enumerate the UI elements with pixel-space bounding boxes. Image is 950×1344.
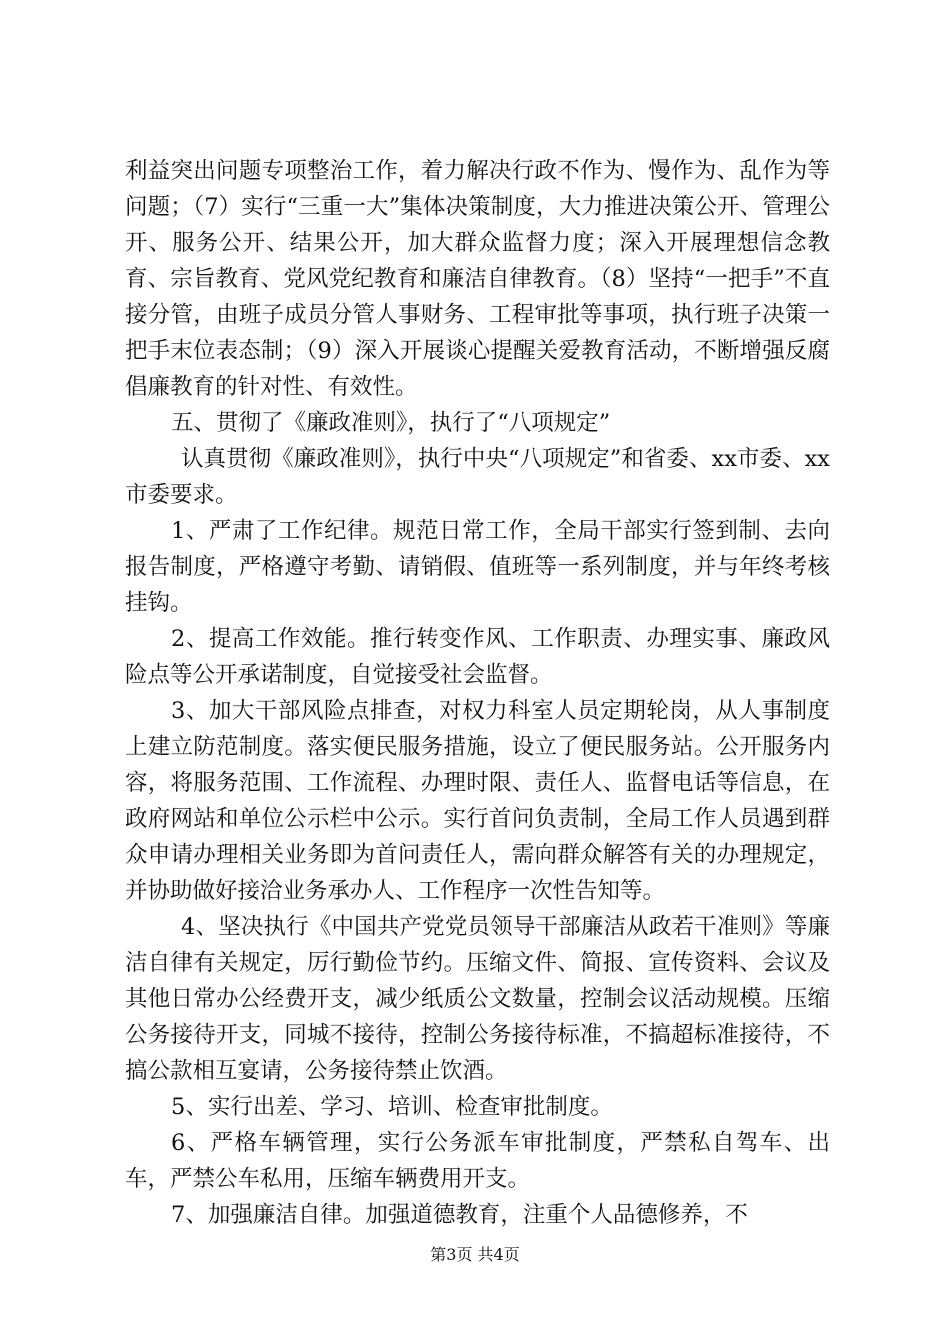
section-heading-5: 五、贯彻了《廉政准则》，执行了“八项规定”: [171, 410, 611, 436]
paragraph-continuation: 利益突出问题专项整治工作，着力解决行政不作为、慢作为、乱作为等问题；（7）实行“三重一大”集体决策制度，大力推进决策公开、管理公开、服务公开、结果公开，加大群众监督力度；深入开展理想信念教育、宗旨教育、党风党纪教育和廉洁自律教育。（8）坚持“一把手”不直接分管，由班子成员分管人事财务、工程审批等事项，执行班子决策一把手末位表态制；（9）深入开展谈心提醒关爱教育活动，不断增强反腐倡廉教育的针对性、有效性。: [125, 158, 830, 400]
list-item-4: 4、坚决执行《中国共产党党员领导干部廉洁从政若干准则》等廉洁自律有关规定，厉行勤俭节约。压缩文件、简报、宣传资料、会议及其他日常办公经费开支，减少纸质公文数量，控制会议活动规模。压缩公务接待开支，同城不接待，控制公务接待标准，不搞超标准接待，不搞公款相互宴请，公务接待禁止饮酒。: [125, 914, 830, 1084]
list-item-6: 6、严格车辆管理，实行公务派车审批制度，严禁私自驾车、出车，严禁公车私用，压缩车辆费用开支。: [125, 1130, 830, 1192]
paragraph-intro: 认真贯彻《廉政准则》，执行中央“八项规定”和省委、xx市委、xx市委要求。: [125, 446, 830, 508]
page-number-footer: 第3页 共4页: [430, 1245, 520, 1264]
list-item-3: 3、加大干部风险点排查，对权力科室人员定期轮岗，从人事制度上建立防范制度。落实便民服务措施，设立了便民服务站。公开服务内容，将服务范围、工作流程、办理时限、责任人、监督电话等信息，在政府网站和单位公示栏中公示。实行首问负责制，全局工作人员遇到群众申请办理相关业务即为首问责任人，需向群众解答有关的办理规定，并协助做好接洽业务承办人、工作程序一次性告知等。: [125, 698, 830, 904]
document-body: [125, 153, 830, 1233]
list-item-5: 5、实行出差、学习、培训、检查审批制度。: [171, 1094, 613, 1120]
list-item-2: 2、提高工作效能。推行转变作风、工作职责、办理实事、廉政风险点等公开承诺制度，自觉接受社会监督。: [125, 626, 830, 688]
list-item-7: 7、加强廉洁自律。加强道德教育，注重个人品德修养，不: [171, 1202, 748, 1228]
list-item-1: 1、严肃了工作纪律。规范日常工作，全局干部实行签到制、去向报告制度，严格遵守考勤、请销假、值班等一系列制度，并与年终考核挂钩。: [125, 518, 830, 616]
